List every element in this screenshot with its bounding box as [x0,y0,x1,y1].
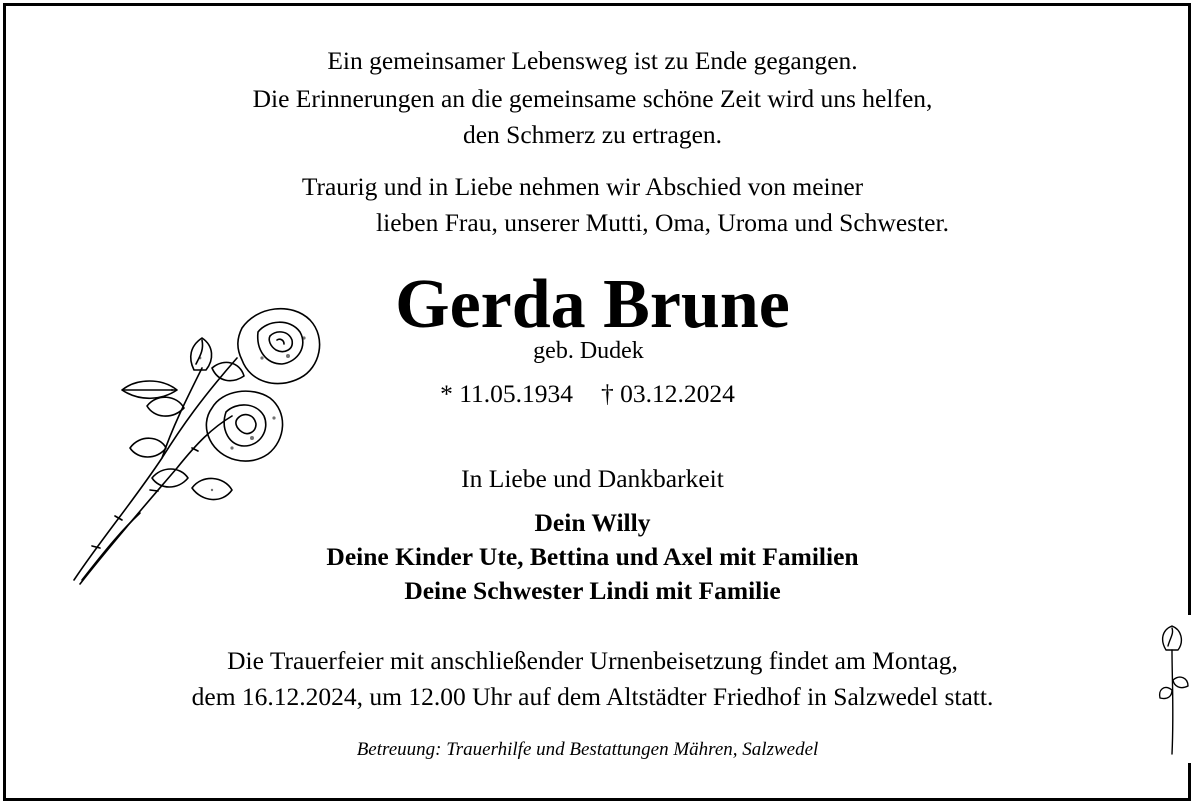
ceremony-line-2: dem 16.12.2024, um 12.00 Uhr auf dem Altstädter Friedhof in Salzwedel statt. [191,682,994,711]
maiden-name: geb. Dudek [533,338,644,364]
intro-line-1: Ein gemeinsamer Lebensweg ist zu Ende gegangen. [327,46,858,75]
intro-line-3: den Schmerz zu ertragen. [462,120,723,149]
intro-line-2: Die Erinnerungen an die gemeinsame schöne Zeit wird uns helfen, [252,84,933,113]
signature-line-2: Deine Kinder Ute, Bettina und Axel mit Familien [326,542,859,571]
signature-line-3: Deine Schwester Lindi mit Familie [404,576,781,605]
undertaker-note: Betreuung: Trauerhilfe und Bestattungen Mähren, Salzwedel [356,739,819,760]
ceremony-line-1: Die Trauerfeier mit anschließender Urnenbeisetzung findet am Montag, [227,646,958,675]
death-date: † 03.12.2024 [601,379,735,408]
farewell-line-1: Traurig und in Liebe nehmen wir Abschied von meiner [301,172,864,201]
closing-line: In Liebe und Dankbarkeit [461,464,724,493]
single-rose-icon [1150,620,1196,760]
signature-line-1: Dein Willy [534,508,651,537]
deceased-name: Gerda Brune [395,266,790,343]
farewell-line-2: lieben Frau, unserer Mutti, Oma, Uroma und Schwester. [376,208,949,237]
roses-illustration-icon [62,298,332,598]
birth-date: * 11.05.1934 [440,379,574,408]
